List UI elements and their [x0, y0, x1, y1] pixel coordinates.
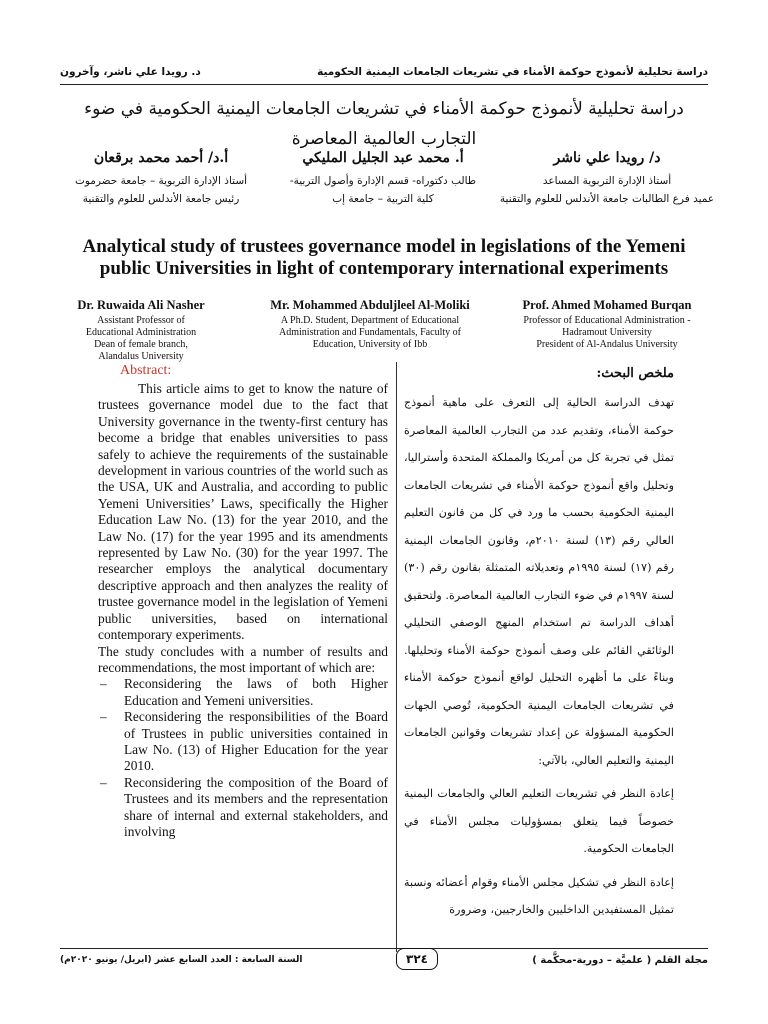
author-affiliation: Professor of Educational Administration -: [523, 315, 691, 326]
page-footer: [60, 948, 708, 973]
footer-journal: مجلة القلم ( علميَّة – دورية-محكَّمة ): [532, 955, 708, 966]
abstract-paragraph: إعادة النظر في تشريعات التعليم العالي والجامعات اليمنية خصوصاً فيما يتعلق بمسؤوليات مجلس الأمناء في الجامعات الحكومية.: [404, 787, 674, 855]
author-name: أ. محمد عبد الجليل المليكي: [302, 150, 464, 166]
author-name: Dr. Ruwaida Ali Nasher: [77, 298, 205, 312]
author-affiliation: كلية التربية – جامعة إب: [332, 193, 434, 205]
running-head-authors: د. رويدا علي ناشر، وآخرون: [60, 66, 201, 78]
arabic-abstract: [404, 366, 674, 930]
footer-issue: السنة السابعة : العدد السابع عشر (ابريل/ يونيو ٢٠٢٠م): [60, 955, 303, 965]
author-affiliation: رئيس جامعة الأندلس للعلوم والتقنية: [82, 193, 240, 205]
list-item: – Reconsidering the laws of both Higher Education and Yemeni universities.: [98, 676, 388, 709]
author-affiliation: Education, University of Ibb: [312, 339, 428, 350]
abstract-paragraph: This article aims to get to know the nature of trustees governance model due to the fact that University governance in the twenty-first century has become a bridge that enables universities to pass safely to achieve the requirements of the sustainable development in various countries of the world such as the USA, UK and Australia, and according to public Yemeni Universities’ Laws, specifically the Higher Education Law No. (13) for the year 2010, and the Law No. (17) for the year 1995 and its amendments represented by Law No. (30) for the year 1997. The researcher employs the analytical documentary descriptive approach and then analyzes the reality of trustee governance model in the legislation of Yemeni public universities, based on international contemporary experiments.: [98, 381, 388, 643]
list-item: – Reconsidering the responsibilities of the Board of Trustees in public universities contained in Law No. (13) of Higher Education for the year 2010.: [98, 709, 388, 775]
author-name: Prof. Ahmed Mohamed Burqan: [522, 298, 692, 312]
page-number: ٣٢٤: [396, 948, 438, 970]
author-name: Mr. Mohammed Abduljleel Al-Moliki: [270, 298, 470, 312]
author-affiliation: A Ph.D. Student, Department of Educational: [280, 315, 460, 326]
english-title: Analytical study of trustees governance model in legislations of the Yemeni public Universities in light of contemporary international experiments: [82, 236, 686, 279]
list-item: – Reconsidering the composition of the Board of Trustees and its members and the representation share of internal and external stakeholders, and involving: [98, 775, 388, 841]
running-head-title: دراسة تحليلية لأنموذج حوكمة الأمناء في تشريعات الجامعات اليمنية الحكومية: [317, 66, 708, 78]
author-affiliation: Dean of female branch,: [94, 339, 188, 350]
author-affiliation: President of Al-Andalus University: [536, 339, 678, 350]
english-author-3: [492, 298, 722, 351]
running-head: [60, 64, 708, 85]
author-affiliation: أستاذ الإدارة التربوية – جامعة حضرموت: [74, 175, 248, 187]
english-author-2: [230, 298, 510, 351]
author-affiliation: Administration and Fundamentals, Faculty of: [279, 327, 461, 338]
author-affiliation: طالب دكتوراه- قسم الإدارة وأصول التربية-: [289, 175, 477, 187]
arabic-author-1: [482, 150, 732, 208]
author-affiliation: Educational Administration: [85, 327, 197, 338]
arabic-abstract-heading: ملخص البحث:: [596, 366, 674, 381]
author-affiliation: أستاذ الإدارة التربوية المساعد: [542, 175, 672, 187]
arabic-author-2: [258, 150, 508, 208]
recommendation-list: [98, 676, 388, 840]
author-affiliation: Assistant Professor of: [97, 315, 185, 326]
english-author-1: [46, 298, 236, 363]
abstract-label: Abstract:: [120, 363, 172, 378]
english-abstract: [98, 381, 388, 840]
author-name: د/ رويدا علي ناشر: [553, 150, 661, 166]
author-affiliation: Hadramout University: [562, 327, 652, 338]
english-authors: [46, 298, 722, 362]
author-name: أ.د/ أحمد محمد برقعان: [93, 150, 229, 166]
abstract-paragraph: تهدف الدراسة الحالية إلى التعرف على ماهية أنموذج حوكمة الأمناء، وتقديم عدد من التجارب العالمية المعاصرة تمثل في تجربة كل من أمريكا والمملكة المتحدة وأستراليا، وتحليل واقع أنموذج حوكمة الأمناء في تشريعات الجامعات اليمنية الحكومية بحسب ما ورد في كل من قانون التعليم العالي رقم (١٣) لسنة ٢٠١٠م، وقانون الجامعات اليمنية رقم (١٧) لسنة ١٩٩٥م وتعديلاته المتمثلة بقانون رقم (٣٠) لسنة ١٩٩٧م في ضوء التجارب العالمية المعاصرة. ولتحقيق أهداف الدراسة تم استخدام المنهج الوصفي التحليلي الوثائقي القائم على وصف أنموذج حوكمة الأمناء وتحليلها. وبناءً على ما أظهره التحليل لواقع أنموذج حوكمة الأمناء في تشريعات الجامعات اليمنية الحكومية، تُوصي الجهات الحكومية المسؤولة عن إعداد تشريعات وقوانين الجامعات اليمنية والتعليم العالي، بالآتي:: [404, 396, 675, 767]
author-affiliation: عميد فرع الطالبات جامعة الأندلس للعلوم والتقنية: [499, 193, 715, 205]
arabic-author-3: [36, 150, 286, 208]
abstract-paragraph: إعادة النظر في تشكيل مجلس الأمناء وقوام أعضائه ونسبة تمثيل المستفيدين الداخليين والخارجيين، وضرورة: [404, 875, 674, 916]
arabic-title: دراسة تحليلية لأنموذج حوكمة الأمناء في تشريعات الجامعات اليمنية الحكومية في ضوء التجارب العالمية المعاصرة: [84, 99, 684, 149]
column-divider: [396, 362, 397, 952]
author-affiliation: Alandalus University: [98, 351, 184, 362]
arabic-authors: [36, 150, 732, 230]
abstract-paragraph: The study concludes with a number of results and recommendations, the most important of which are:: [98, 643, 388, 675]
